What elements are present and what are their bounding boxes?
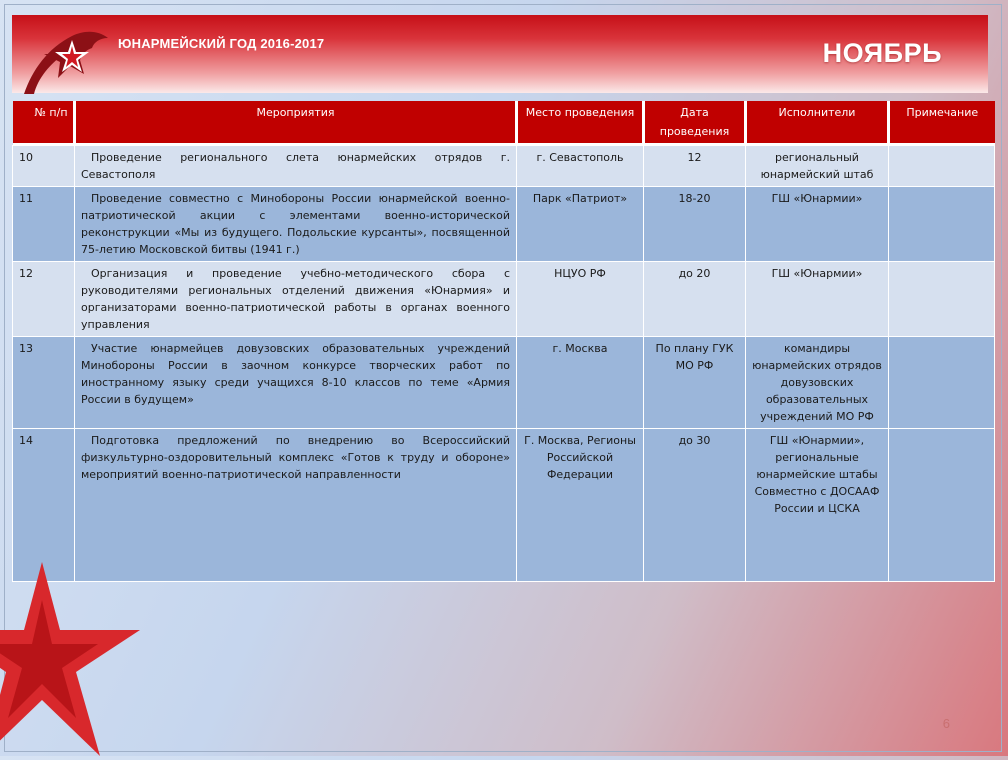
cell-executors: региональный юнармейский штаб [746, 146, 889, 187]
col-header-executors: Исполнители [746, 101, 889, 143]
table-header-row [13, 101, 995, 143]
cell-note [889, 146, 995, 187]
cell-num: 14 [13, 429, 75, 582]
cell-event: Участие юнармейцев довузовских образовательных учреждений Минобороны России в заочном конкурсе творческих работ по иностранному языку среди учащихся 8-10 классов по теме «Армия России в будущем» [75, 337, 517, 429]
events-table [12, 101, 995, 582]
cell-date: 18-20 [644, 187, 746, 262]
cell-num: 13 [13, 337, 75, 429]
table-row [13, 146, 995, 187]
cell-num: 11 [13, 187, 75, 262]
col-header-note: Примечание [889, 101, 995, 143]
year-title: ЮНАРМЕЙСКИЙ ГОД 2016-2017 [118, 36, 325, 51]
cell-event: Проведение совместно с Минобороны России юнармейской военно-патриотической акции с элементами военно-исторической реконструкции «Мы из будущего. Подольские курсанты», посвященной 75-летию Московской битвы (1941 г.) [75, 187, 517, 262]
cell-num: 12 [13, 262, 75, 337]
cell-date: По плану ГУК МО РФ [644, 337, 746, 429]
cell-place: НЦУО РФ [517, 262, 644, 337]
eagle-star-logo [20, 24, 112, 96]
cell-executors: ГШ «Юнармии», региональные юнармейские штабы Совместно с ДОСААФ России и ЦСКА [746, 429, 889, 582]
cell-executors: ГШ «Юнармии» [746, 262, 889, 337]
cell-event: Проведение регионального слета юнармейских отрядов г. Севастополя [75, 146, 517, 187]
cell-num: 10 [13, 146, 75, 187]
table-row [13, 337, 995, 429]
col-header-event: Мероприятия [75, 101, 517, 143]
cell-event: Подготовка предложений по внедрению во Всероссийский физкультурно-оздоровительный комплекс «Готов к труду и обороне» мероприятий военно-патриотической направленности [75, 429, 517, 582]
cell-note [889, 429, 995, 582]
cell-event: Организация и проведение учебно-методического сбора с руководителями региональных отделений движения «Юнармия» и организаторами военно-патриотической работы в органах военного управления [75, 262, 517, 337]
col-header-num: № п/п [13, 101, 75, 143]
cell-executors: командиры юнармейских отрядов довузовских образовательных учреждений МО РФ [746, 337, 889, 429]
cell-executors: ГШ «Юнармии» [746, 187, 889, 262]
cell-place: Парк «Патриот» [517, 187, 644, 262]
cell-date: до 30 [644, 429, 746, 582]
cell-note [889, 262, 995, 337]
cell-date: до 20 [644, 262, 746, 337]
cell-place: г. Москва [517, 337, 644, 429]
table-row [13, 429, 995, 582]
cell-place: Г. Москва, Регионы Российской Федерации [517, 429, 644, 582]
table-row [13, 187, 995, 262]
month-title: НОЯБРЬ [822, 38, 942, 68]
col-header-date: Дата проведения [644, 101, 746, 143]
table-row [13, 262, 995, 337]
cell-place: г. Севастополь [517, 146, 644, 187]
cell-note [889, 187, 995, 262]
cell-date: 12 [644, 146, 746, 187]
col-header-place: Место проведения [517, 101, 644, 143]
red-star-icon [0, 560, 140, 760]
page-number: 6 [942, 716, 950, 731]
cell-note [889, 337, 995, 429]
